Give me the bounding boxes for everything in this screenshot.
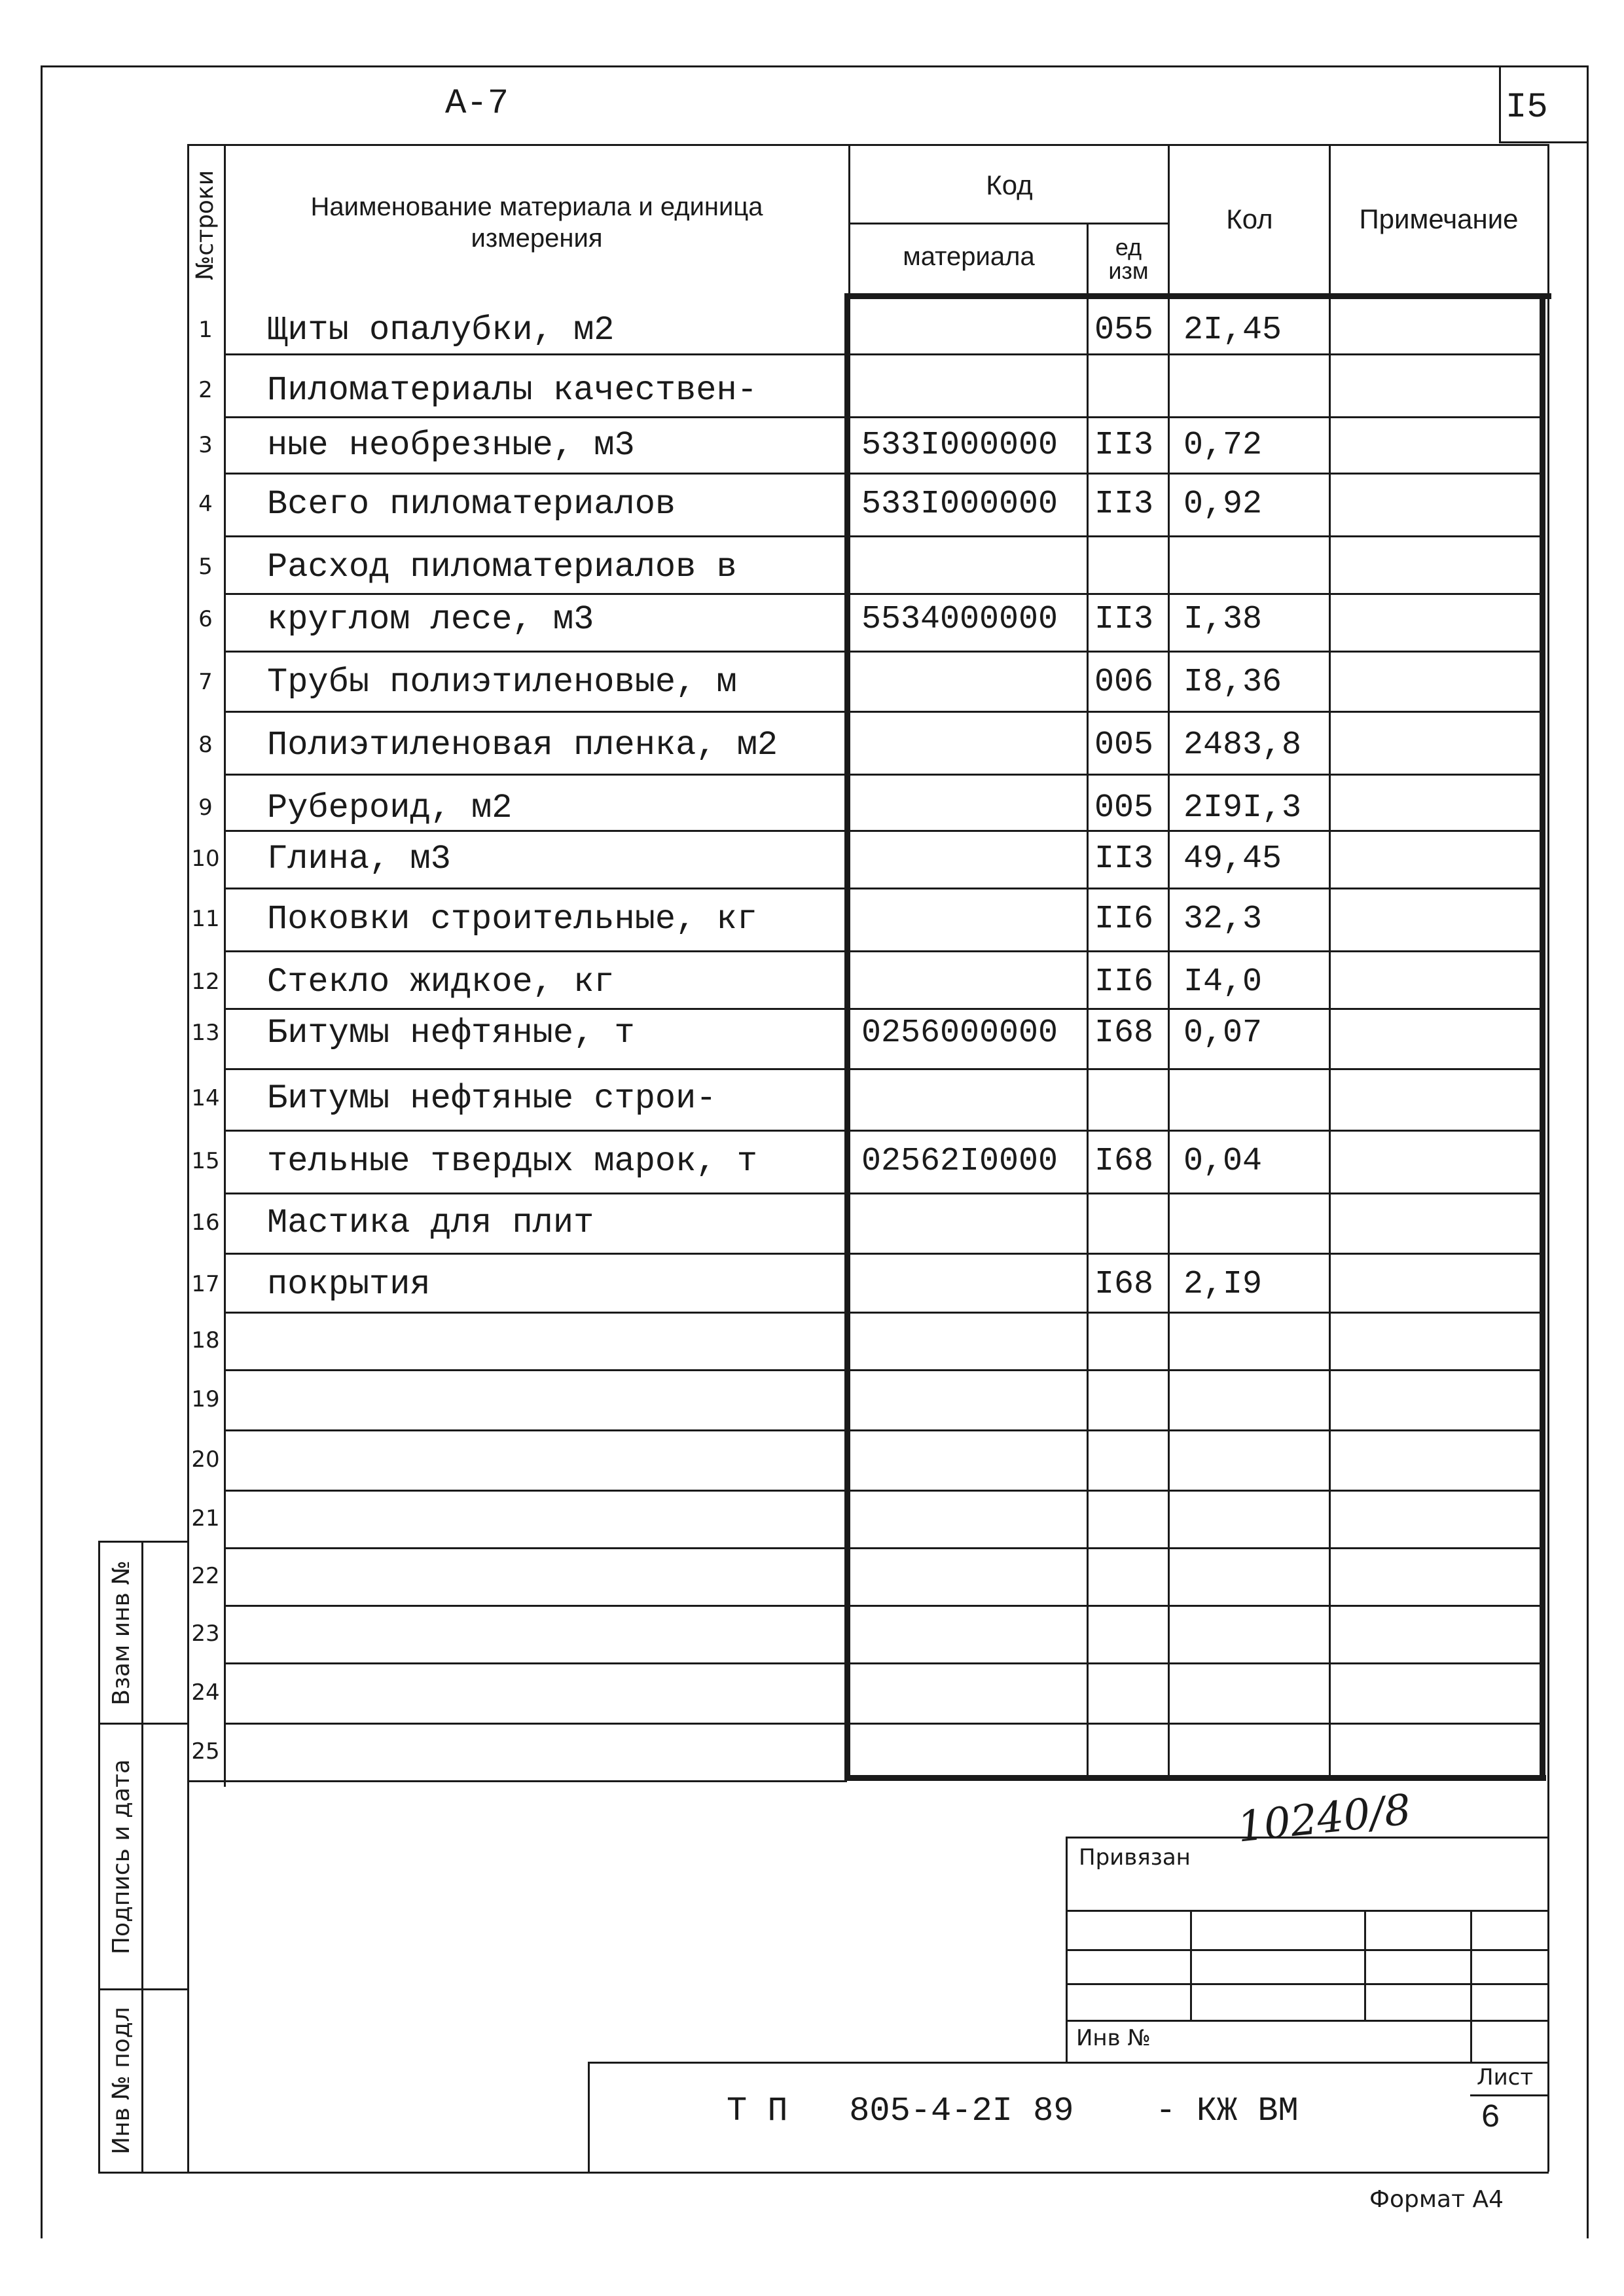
- material-name: Щиты опалубки, м2: [267, 310, 615, 350]
- table-right-border: [1547, 144, 1549, 1787]
- format-label: Формат А4: [1369, 2186, 1504, 2213]
- quantity: [1172, 359, 1334, 422]
- material-name: круглом лесе, м3: [267, 600, 594, 639]
- material-code: [850, 1253, 1070, 1316]
- table-row: [187, 1191, 1540, 1254]
- material-name: Рубероид, м2: [267, 788, 513, 827]
- row-number: 15: [191, 1148, 220, 1174]
- table-top-border: [187, 144, 1549, 146]
- row-number: 24: [191, 1679, 220, 1706]
- designation-top: [588, 2062, 1549, 2064]
- quantity: 2,I9: [1183, 1265, 1263, 1303]
- material-code: 02562I0000: [861, 1142, 1058, 1180]
- body-thick-right: [1540, 293, 1545, 1780]
- privyazan-col-3: [1470, 1910, 1472, 2063]
- margin-vzam-inv: Взам инв №: [108, 1560, 135, 1706]
- row-number: 12: [191, 969, 220, 995]
- quantity: [1172, 1067, 1334, 1130]
- material-name: Трубы полиэтиленовые, м: [267, 662, 737, 702]
- material-name: Битумы нефтяные, т: [267, 1013, 635, 1052]
- unit-code: [1088, 1067, 1160, 1130]
- note: [1333, 1253, 1529, 1316]
- header-divider-unit: [1087, 223, 1089, 296]
- unit-code: 006: [1094, 663, 1153, 701]
- unit-code: 005: [1094, 726, 1153, 764]
- privyazan-grid-2: [1066, 1949, 1549, 1951]
- header-material-code: материала: [903, 242, 1035, 271]
- row-number: 17: [191, 1271, 220, 1297]
- unit-code: II3: [1094, 600, 1153, 638]
- note: [1333, 1001, 1529, 1064]
- row-number: 14: [191, 1085, 220, 1111]
- table-row: [187, 1605, 1540, 1662]
- note: [1333, 1191, 1529, 1254]
- row-number: 20: [191, 1446, 220, 1473]
- material-code: 533I000000: [861, 426, 1058, 464]
- material-code: 5534000000: [861, 600, 1058, 638]
- unit-code: I68: [1094, 1142, 1153, 1180]
- table-bottom-border: [187, 1780, 847, 1782]
- material-name: покрытия: [267, 1265, 431, 1304]
- row-number: 11: [191, 906, 220, 932]
- table-row: [187, 1130, 1540, 1193]
- unit-code: I68: [1094, 1014, 1153, 1052]
- unit-code: 055: [1094, 311, 1153, 349]
- table-row: [187, 473, 1540, 535]
- table-row: [187, 359, 1540, 422]
- unit-code: I68: [1094, 1265, 1153, 1303]
- sheet-label: А-7: [445, 84, 509, 124]
- title-block-right: [1547, 1780, 1549, 2172]
- table-row: [187, 888, 1540, 950]
- row-number: 10: [191, 846, 220, 872]
- table-row: [187, 1429, 1540, 1490]
- material-name: тельные твердых марок, т: [267, 1141, 757, 1181]
- quantity: 2I,45: [1183, 311, 1282, 349]
- unit-code: [1088, 1191, 1160, 1254]
- privyazan-label: Привязан: [1079, 1844, 1191, 1871]
- material-name: Расход пиломатериалов в: [267, 547, 737, 586]
- table-row: [187, 588, 1540, 651]
- quantity: 49,45: [1183, 840, 1282, 878]
- margin-column-inner: [141, 1541, 143, 2172]
- privyazan-grid-4: [1066, 2020, 1549, 2022]
- quantity: 0,04: [1183, 1142, 1263, 1180]
- material-name: Битумы нефтяные строи-: [267, 1079, 717, 1118]
- material-name: Пиломатериалы качествен-: [267, 370, 757, 410]
- note: [1333, 588, 1529, 651]
- page-number-box-left: [1499, 65, 1501, 143]
- quantity: 2I9I,3: [1183, 789, 1302, 827]
- inv-no-label: Инв №: [1076, 2025, 1151, 2051]
- table-row: [187, 651, 1540, 713]
- page-border-top: [41, 65, 1587, 67]
- privyazan-top: [1066, 1837, 1549, 1839]
- header-row-number: №строки: [192, 170, 219, 281]
- header-unit: ед изм: [1108, 234, 1149, 284]
- material-code: [850, 1067, 1070, 1130]
- row-number: 7: [198, 669, 213, 695]
- privyazan-grid-1: [1066, 1910, 1549, 1912]
- table-row: [187, 414, 1540, 476]
- material-name: Стекло жидкое, кг: [267, 962, 615, 1001]
- header-code: Код: [986, 170, 1033, 200]
- privyazan-grid-3: [1066, 1983, 1549, 1985]
- row-number: 23: [191, 1621, 220, 1647]
- row-number: 18: [191, 1327, 220, 1354]
- table-row: [187, 827, 1540, 890]
- table-row: [187, 1369, 1540, 1429]
- page-number: I5: [1506, 88, 1548, 128]
- margin-podpis-data: Подпись и дата: [108, 1759, 135, 1955]
- quantity: I4,0: [1183, 963, 1263, 1001]
- table-row: [187, 1001, 1540, 1064]
- material-code: [850, 1191, 1070, 1254]
- quantity: 0,92: [1183, 485, 1263, 523]
- page-border-right: [1587, 65, 1589, 2238]
- row-number: 6: [198, 606, 213, 632]
- sheet-label-divider: [1470, 2094, 1549, 2096]
- table-row: [187, 1662, 1540, 1723]
- table-row: [187, 298, 1540, 361]
- sheet-label: Лист: [1477, 2064, 1534, 2090]
- row-number: 3: [198, 432, 213, 458]
- table-row: [187, 1067, 1540, 1130]
- table-row: [187, 713, 1540, 776]
- unit-code: [1088, 359, 1160, 422]
- material-code: [850, 888, 1070, 950]
- material-name: Мастика для плит: [267, 1203, 594, 1242]
- header-code-split: [848, 223, 1168, 224]
- header-name: Наименование материала и единица измерения: [310, 192, 763, 253]
- header-divider-qty: [1168, 144, 1170, 296]
- document-designation: Т П 805-4-2I 89 - КЖ ВМ: [727, 2092, 1299, 2130]
- row-number: 16: [191, 1210, 220, 1236]
- material-code: 533I000000: [861, 485, 1058, 523]
- table-row: [187, 1547, 1540, 1605]
- table-row: [187, 1253, 1540, 1316]
- quantity: 0,07: [1183, 1014, 1263, 1052]
- unit-code: 005: [1094, 789, 1153, 827]
- unit-code: II6: [1094, 963, 1153, 1001]
- unit-code: II3: [1094, 840, 1153, 878]
- title-block-bottom: [187, 2172, 1549, 2174]
- row-number: 2: [198, 377, 213, 403]
- row-number: 25: [191, 1738, 220, 1765]
- material-code: [850, 651, 1070, 713]
- row-number: 8: [198, 732, 213, 758]
- row-number: 5: [198, 554, 213, 580]
- material-code: [850, 713, 1070, 776]
- material-code: [850, 298, 1070, 361]
- material-name: Всего пиломатериалов: [267, 484, 676, 524]
- designation-left: [588, 2062, 590, 2172]
- table-row: [187, 1723, 1540, 1780]
- row-number: 19: [191, 1386, 220, 1412]
- quantity: 0,72: [1183, 426, 1263, 464]
- quantity: I,38: [1183, 600, 1263, 638]
- privyazan-col-1: [1190, 1910, 1192, 2020]
- row-number: 21: [191, 1505, 220, 1532]
- quantity: 2483,8: [1183, 726, 1302, 764]
- row-number: 9: [198, 795, 213, 821]
- note: [1333, 414, 1529, 476]
- sheet-number: 6: [1481, 2100, 1501, 2137]
- note: [1333, 651, 1529, 713]
- table-row: [187, 1490, 1540, 1547]
- quantity: I8,36: [1183, 663, 1282, 701]
- margin-column-outer: [98, 1541, 100, 2172]
- note: [1333, 713, 1529, 776]
- header-note: Примечание: [1359, 204, 1519, 234]
- material-name: ные необрезные, м3: [267, 425, 635, 465]
- note: [1333, 298, 1529, 361]
- material-name: Поковки строительные, кг: [267, 899, 757, 939]
- unit-code: II6: [1094, 900, 1153, 938]
- note: [1333, 827, 1529, 890]
- row-number: 1: [198, 317, 213, 343]
- note: [1333, 473, 1529, 535]
- quantity: 32,3: [1183, 900, 1263, 938]
- row-number: 4: [198, 491, 213, 517]
- handwritten-number: 10240/8: [1235, 1785, 1414, 1852]
- note: [1333, 888, 1529, 950]
- material-name: Полиэтиленовая пленка, м2: [267, 725, 778, 764]
- privyazan-col-2: [1364, 1910, 1366, 2020]
- table-row: [187, 1312, 1540, 1369]
- material-code: [850, 827, 1070, 890]
- note: [1333, 359, 1529, 422]
- margin-inv-podl: Инв № подл: [108, 2007, 135, 2155]
- material-code: [850, 359, 1070, 422]
- material-code: 0256000000: [861, 1014, 1058, 1052]
- page-border-left: [41, 65, 43, 2238]
- page-number-box-bottom: [1499, 141, 1587, 143]
- row-number: 13: [191, 1020, 220, 1046]
- header-qty: Кол: [1226, 204, 1273, 234]
- unit-code: II3: [1094, 426, 1153, 464]
- header-divider-code: [848, 144, 850, 296]
- material-name: Глина, м3: [267, 839, 451, 878]
- note: [1333, 1067, 1529, 1130]
- row-number: 22: [191, 1563, 220, 1589]
- note: [1333, 1130, 1529, 1193]
- unit-code: II3: [1094, 485, 1153, 523]
- quantity: [1172, 1191, 1334, 1254]
